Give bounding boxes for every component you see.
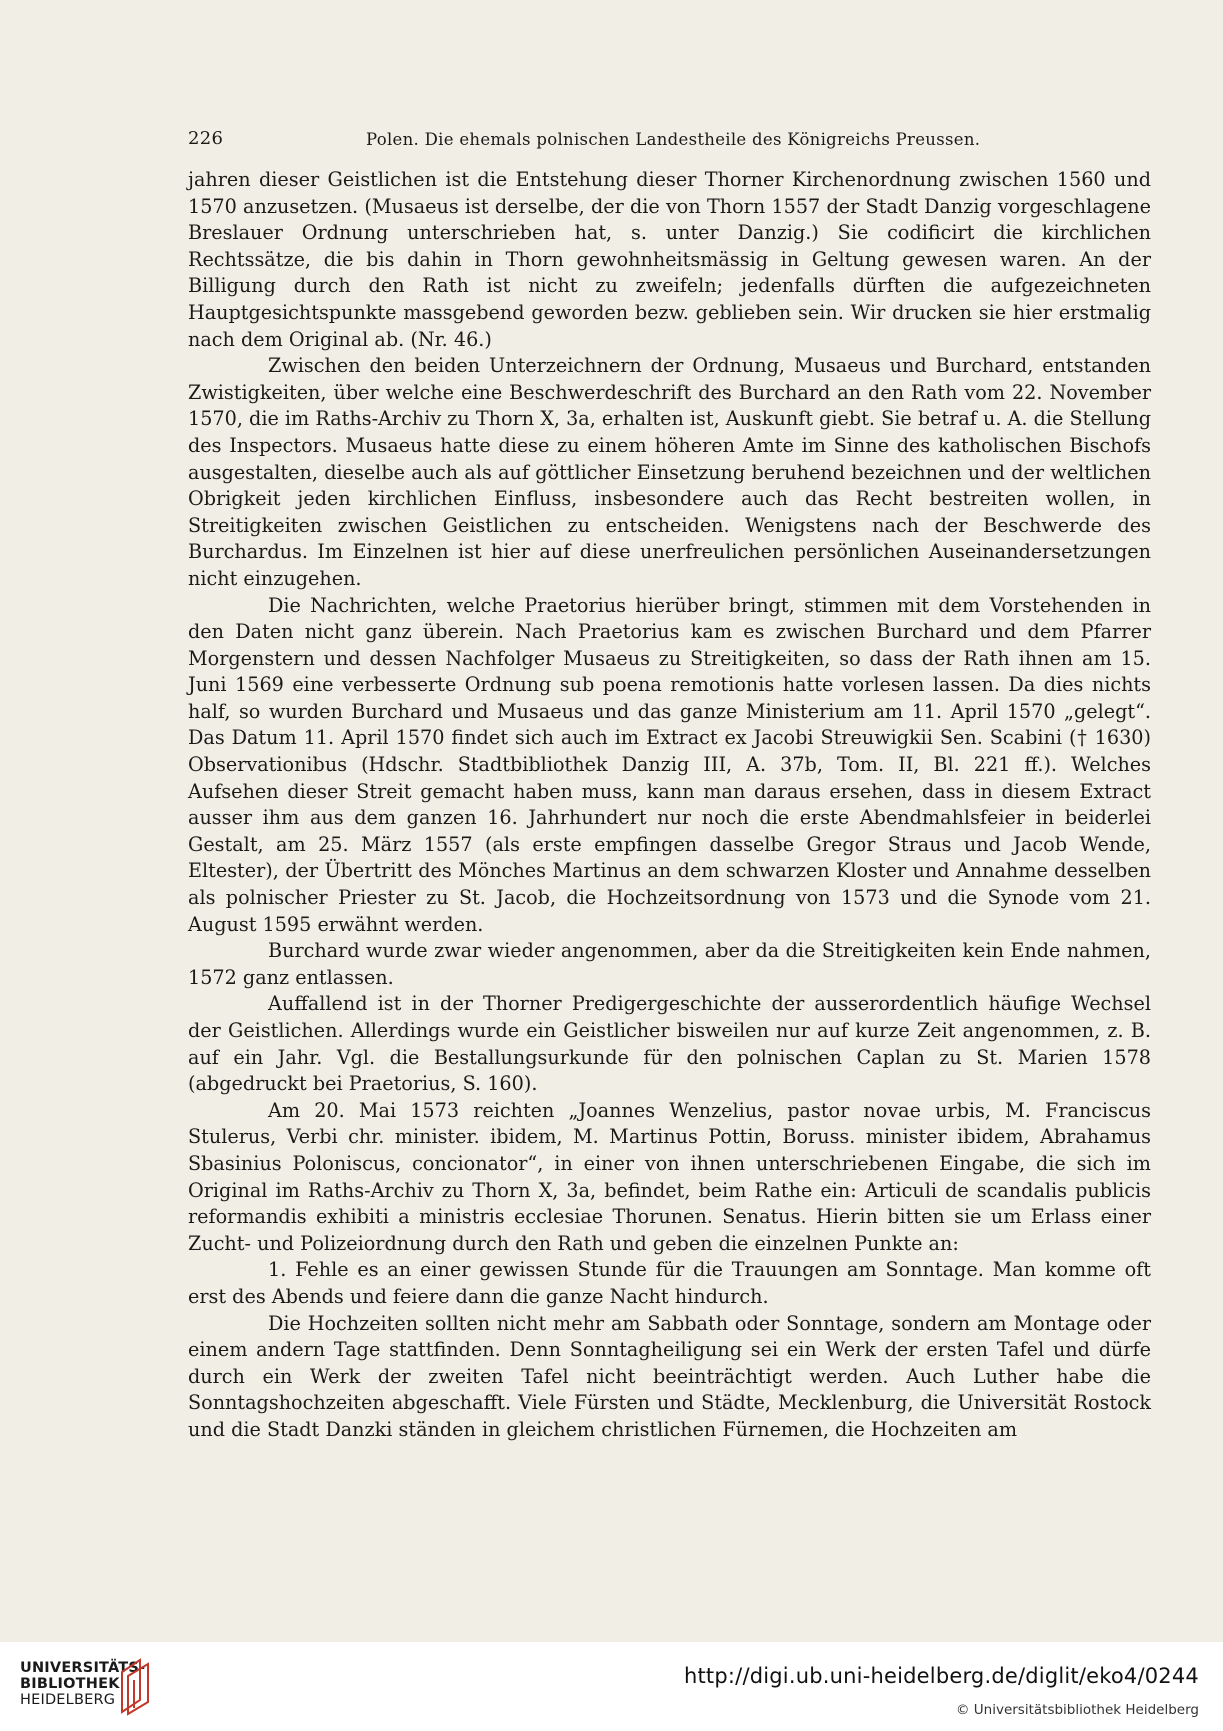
paragraph-2: Zwischen den beiden Unterzeichnern der Ordnung, Musaeus und Burchard, entstanden Zwistigkeiten, über welche eine Beschwerdeschrift des Burchard an den Rath vom 22. November 1570, die im Raths-Archiv zu Thorn X, 3a, erhalten ist, Auskunft giebt. Sie betraf u. A. die Stellung des Inspectors. Musaeus hatte diese zu einem höheren Amte im Sinne des katholischen Bischofs ausgestalten, dieselbe auch als auf göttlicher Einsetzung beruhend bezeichnen und der weltlichen Obrigkeit jeden kirchlichen Einfluss, insbesondere auch das Recht bestreiten wollen, in Streitigkeiten zwischen Geistlichen zu entscheiden. Wenigstens nach der Beschwerde des Burchardus. Im Einzelnen ist hier auf diese unerfreulichen persönlichen Auseinandersetzungen nicht einzugehen. (188, 354, 1151, 590)
library-name-line-2: BIBLIOTHEK (20, 1676, 120, 1692)
paragraph-4: Burchard wurde zwar wieder angenommen, aber da die Streitigkeiten kein Ende nahmen, 1572 ganz entlassen. (188, 939, 1151, 989)
paragraph-6: Am 20. Mai 1573 reichten „Joannes Wenzelius, pastor novae urbis, M. Franciscus Stulerus, Verbi chr. minister. ibidem, M. Martinus Pottin, Boruss. minister ibidem, Abrahamus Sbasinius Poloniscus, concionator“, in einer von ihnen unterschriebenen Eingabe, die sich im Original im Raths-Archiv zu Thorn X, 3a, befindet, beim Rathe ein: Articuli de scandalis publicis reformandis exhibiti a ministris ecclesiae Thorunen. Senatus. Hierin bitten sie um Erlass einer Zucht- und Polizeiordnung durch den Rath und geben die einzelnen Punkte an: (188, 1098, 1151, 1255)
paragraph-5: Auffallend ist in der Thorner Predigergeschichte der ausserordentlich häufige Wechsel der Geistlichen. Allerdings wurde ein Geistlicher bisweilen nur auf kurze Zeit angenommen, z. B. auf ein Jahr. Vgl. die Bestallungsurkunde für den polnischen Caplan zu St. Marien 1578 (abgedruckt bei Praetorius, S. 160). (188, 992, 1151, 1096)
paragraph-8: Die Hochzeiten sollten nicht mehr am Sabbath oder Sonntage, sondern am Montage oder einem andern Tage stattfinden. Denn Sonntagheiligung sei ein Werk der ersten Tafel und dürfe durch ein Werk der zweiten Tafel nicht beeinträchtigt werden. Auch Luther habe die Sonntagshochzeiten abgeschafft. Viele Fürsten und Städte, Mecklenburg, die Universität Rostock und die Stadt Danzki ständen in gleichem christlichen Fürnemen, die Hochzeiten am (188, 1311, 1151, 1441)
digitization-footer (0, 1642, 1223, 1731)
paragraph-7: 1. Fehle es an einer gewissen Stunde für die Trauungen am Sonntage. Man komme oft erst des Abends und feiere dann die ganze Nacht hindurch. (188, 1258, 1151, 1308)
library-name-line-3: HEIDELBERG (20, 1692, 116, 1708)
page-header (188, 128, 984, 158)
body-text (188, 167, 1151, 1444)
digital-copy-link[interactable]: http://digi.ub.uni-heidelberg.de/diglit/eko4/0244 (683, 1664, 1199, 1688)
paragraph-3: Die Nachrichten, welche Praetorius hierüber bringt, stimmen mit dem Vorstehenden in den Daten nicht ganz überein. Nach Praetorius kam es zwischen Burchard und dem Pfarrer Morgenstern und dessen Nachfolger Musaeus zu Streitigkeiten, so dass der Rath ihnen am 15. Juni 1569 eine verbesserte Ordnung sub poena remotionis hatte vorlesen lassen. Da dies nichts half, so wurden Burchard und Musaeus und das ganze Ministerium am 11. April 1570 „gelegt“. Das Datum 11. April 1570 findet sich auch im Extract ex Jacobi Streuwigkii Sen. Scabini († 1630) Observationibus (Hdschr. Stadtbibliothek Danzig III, A. 37b, Tom. II, Bl. 221 ff.). Welches Aufsehen dieser Streit gemacht haben muss, kann man daraus ersehen, dass in diesem Extract ausser ihm aus dem ganzen 16. Jahrhundert nur noch die erste Abendmahlsfeier in beiderlei Gestalt, am 25. März 1557 (als erste empfingen dasselbe Gregor Straus und Jacob Wende, Eltester), der Übertritt des Mönches Martinus an dem schwarzen Kloster und Annahme desselben als polnischer Priester zu St. Jacob, die Hochzeitsordnung von 1573 und die Synode vom 21. August 1595 erwähnt werden. (188, 593, 1151, 936)
copyright-notice: © Universitätsbibliothek Heidelberg (955, 1702, 1199, 1718)
running-title: Polen. Die ehemals polnischen Landestheile des Königreichs Preussen. (366, 130, 981, 149)
library-logo-icon (118, 1656, 152, 1716)
paragraph-1: jahren dieser Geistlichen ist die Entstehung dieser Thorner Kirchenordnung zwischen 1560 und 1570 anzusetzen. (Musaeus ist derselbe, der die von Thorn 1557 der Stadt Danzig vorgeschlagene Breslauer Ordnung unterschrieben hat, s. unter Danzig.) Sie codificirt die kirchlichen Rechtssätze, die bis dahin in Thorn gewohnheitsmässig in Geltung gewesen waren. An der Billigung durch den Rath ist nicht zu zweifeln; jedenfalls dürften die aufgezeichneten Hauptgesichtspunkte massgebend geworden bezw. geblieben sein. Wir drucken sie hier erstmalig nach dem Original ab. (Nr. 46.) (188, 168, 1151, 351)
library-name-line-1: UNIVERSITÄTS- (20, 1660, 146, 1676)
page-number: 226 (188, 128, 224, 149)
